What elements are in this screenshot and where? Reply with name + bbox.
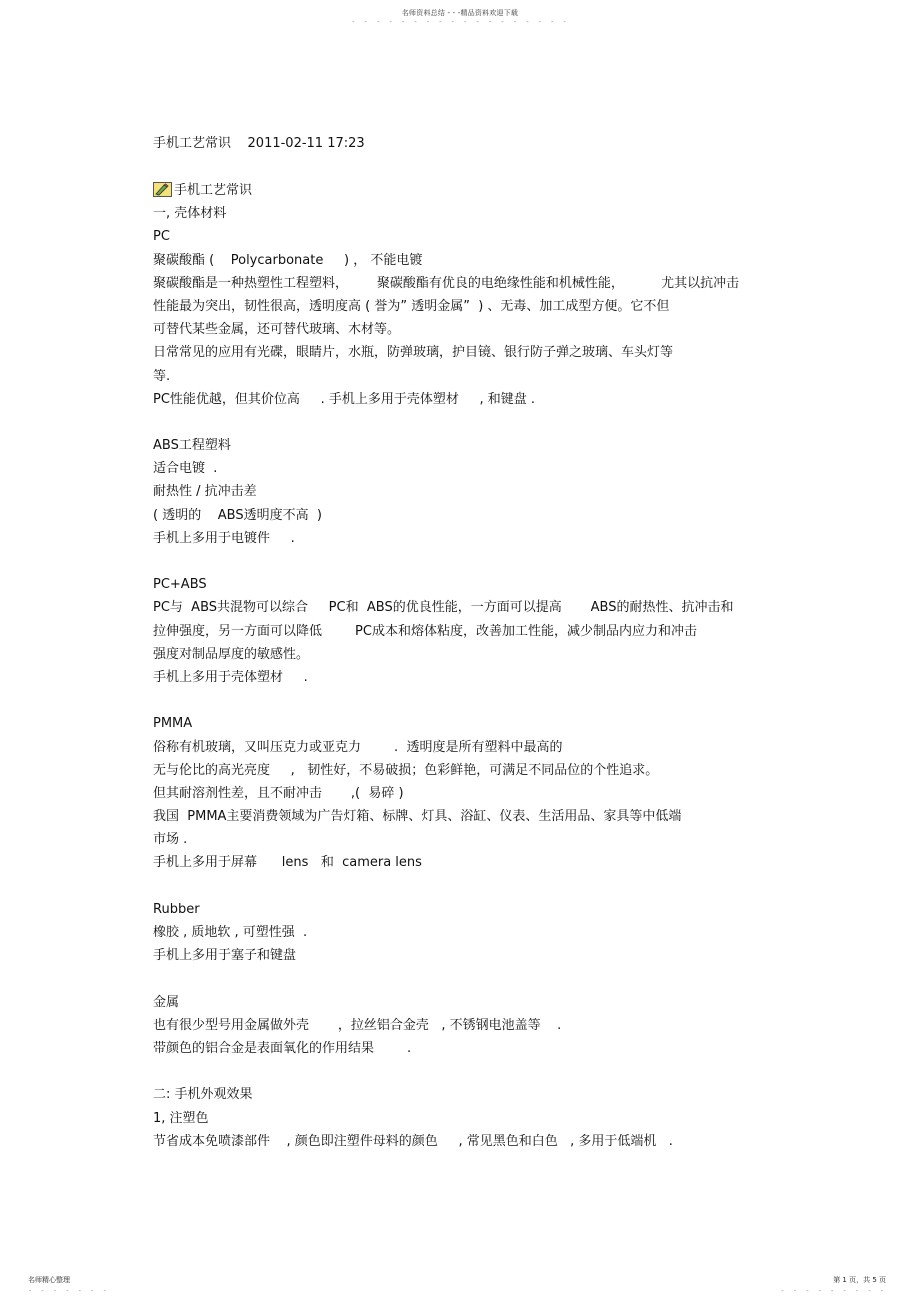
blank-line bbox=[153, 689, 793, 712]
blank-line bbox=[153, 967, 793, 990]
text-line: 可替代某些金属，还可替代玻璃、木材等。 bbox=[153, 322, 401, 338]
text-line: PC+ABS bbox=[153, 577, 207, 593]
text-line: 金属 bbox=[153, 994, 180, 1010]
text-line: 橡胶 , 质地软 , 可塑性强 . bbox=[153, 925, 308, 940]
header-dotted-rule: - - - - - - - - - - - - - - - - - - bbox=[351, 18, 569, 26]
footer-left bbox=[28, 1275, 109, 1295]
text-line: PMMA bbox=[153, 716, 193, 732]
document-body bbox=[153, 179, 793, 1153]
text-line: PC bbox=[153, 229, 170, 245]
text-line: 耐热性 / 抗冲击差 bbox=[153, 484, 257, 500]
text-line: 手机上多用于塞子和键盘 bbox=[153, 948, 297, 964]
text-line: ABS工程塑料 bbox=[153, 438, 231, 454]
page-header: 名师资料总结 - - -精品资料欢迎下载 bbox=[401, 9, 519, 17]
text-line: 等. bbox=[153, 368, 171, 384]
text-line: 1, 注塑色 bbox=[153, 1110, 209, 1126]
section-heading-text: 手机工艺常识 bbox=[174, 183, 253, 198]
footer-left-text: 名师精心整理 bbox=[28, 1276, 70, 1284]
text-line: 但其耐溶剂性差，且不耐冲击 ,( 易碎 ) bbox=[153, 785, 404, 801]
text-line: 一, 壳体材料 bbox=[153, 206, 227, 222]
blank-line bbox=[153, 411, 793, 434]
text-line: 我国 PMMA主要消费领域为广告灯箱、标牌、灯具、浴缸、仪表、生活用品、家具等中低端 bbox=[153, 809, 682, 825]
text-line: 手机上多用于屏幕 lens 和 camera lens bbox=[153, 855, 422, 871]
text-line: 聚碳酸酯是一种热塑性工程塑料， 聚碳酸酯有优良的电绝缘性能和机械性能， 尤其以抗冲击 bbox=[153, 275, 740, 291]
text-line: Rubber bbox=[153, 901, 200, 917]
pencil-note-icon bbox=[153, 182, 172, 197]
footer-right bbox=[780, 1275, 886, 1295]
text-line: 带颜色的铝合金是表面氧化的作用结果 . bbox=[153, 1040, 412, 1056]
section-heading bbox=[153, 179, 793, 202]
text-line: 无与伦比的高光亮度 , 韧性好，不易破损；色彩鲜艳，可满足不同品位的个性追求。 bbox=[153, 762, 659, 778]
text-line: 拉伸强度，另一方面可以降低 PC成本和熔体粘度，改善加工性能，减少制品内应力和冲击 bbox=[153, 623, 697, 639]
footer-left-dots: - - - - - - - bbox=[28, 1287, 109, 1295]
text-line: 适合电镀 . bbox=[153, 461, 218, 477]
text-line: 市场 . bbox=[153, 832, 188, 848]
document-title: 手机工艺常识 2011-02-11 17:23 bbox=[153, 136, 365, 151]
text-line: PC性能优越，但其价位高 . 手机上多用于壳体塑材 , 和键盘 . bbox=[153, 391, 536, 407]
text-line: 性能最为突出，韧性很高，透明度高 ( 誉为” 透明金属” ) 、无毒、加工成型方便。它不但 bbox=[153, 298, 670, 314]
blank-line bbox=[153, 875, 793, 898]
content-lines bbox=[153, 202, 793, 1153]
text-line: 手机上多用于电镀件 . bbox=[153, 530, 295, 546]
text-line: 聚碳酸酯 ( Polycarbonate ) ， 不能电镀 bbox=[153, 252, 423, 268]
blank-line bbox=[153, 550, 793, 573]
text-line: 节省成本免喷漆部件 , 颜色即注塑件母料的颜色 , 常见黑色和白色 , 多用于低端机 . bbox=[153, 1133, 673, 1149]
text-line: ( 透明的 ABS透明度不高 ) bbox=[153, 507, 322, 523]
text-line: 强度对制品厚度的敏感性。 bbox=[153, 646, 310, 662]
footer-right-dots: - - - - - - - - - bbox=[780, 1287, 886, 1295]
blank-line bbox=[153, 1060, 793, 1083]
text-line: 日常常见的应用有光碟，眼睛片，水瓶，防弹玻璃，护目镜、银行防子弹之玻璃、车头灯等 bbox=[153, 345, 674, 361]
page-number: 第 1 页，共 5 页 bbox=[833, 1276, 886, 1284]
text-line: 也有很少型号用金属做外壳 ，拉丝铝合金壳 , 不锈钢电池盖等 . bbox=[153, 1017, 562, 1033]
text-line: 二: 手机外观效果 bbox=[153, 1087, 253, 1103]
text-line: 俗称有机玻璃，又叫压克力或亚克力 . 透明度是所有塑料中最高的 bbox=[153, 739, 563, 755]
text-line: 手机上多用于壳体塑材 . bbox=[153, 669, 308, 685]
text-line: PC与 ABS共混物可以综合 PC和 ABS的优良性能，一方面可以提高 ABS的耐热性、抗冲击和 bbox=[153, 600, 734, 616]
